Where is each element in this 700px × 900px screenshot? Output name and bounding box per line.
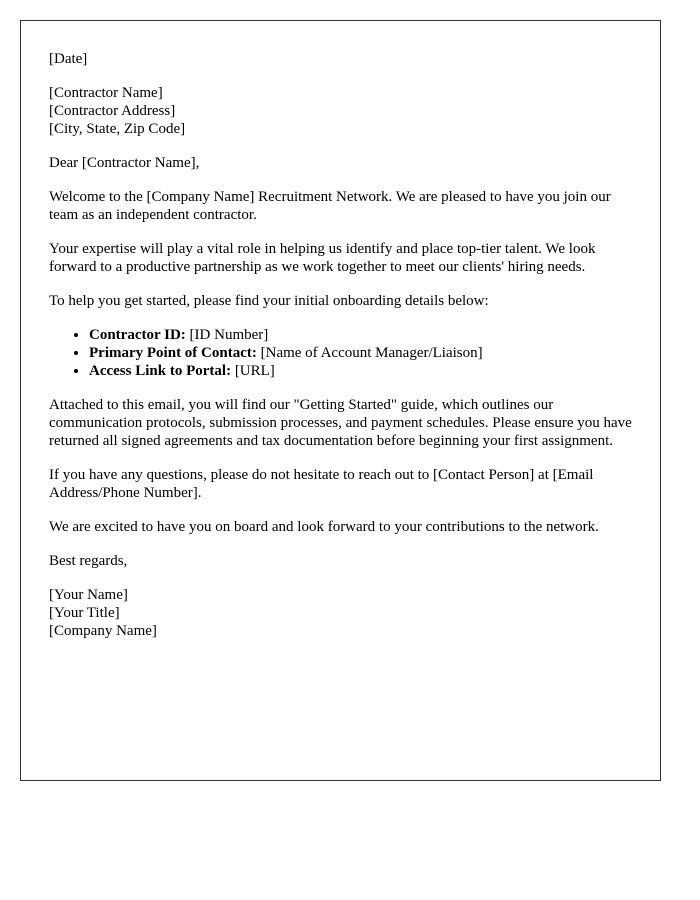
paragraph-attached: Attached to this email, you will find our "Getting Started" guide, which outlines our communication protocols, submission processes, and payment schedules. Please ensure you have returned all signed agreements and tax documentation before beginning your first assignment. — [49, 397, 632, 449]
paragraph-expertise: Your expertise will play a vital role in helping us identify and place top-tier talent. We look forward to a productive partnership as we work together to meet our clients' hiring needs. — [49, 241, 596, 275]
detail-label: Contractor ID: — [89, 327, 186, 343]
detail-value: [Name of Account Manager/Liaison] — [256, 345, 483, 361]
detail-label: Primary Point of Contact: — [89, 345, 257, 361]
signature-name: [Your Name] — [49, 587, 128, 603]
letter-body — [49, 50, 634, 656]
paragraph-closing: We are excited to have you on board and look forward to your contributions to the network. — [49, 519, 599, 535]
recipient-name: [Contractor Name] — [49, 85, 163, 101]
signature-company: [Company Name] — [49, 623, 157, 639]
detail-contractor-id — [89, 326, 634, 344]
salutation: Dear [Contractor Name], — [49, 155, 200, 171]
detail-point-of-contact — [89, 344, 634, 362]
recipient-address-block — [49, 84, 634, 138]
signature-block — [49, 586, 634, 640]
letter-page — [20, 20, 661, 781]
paragraph-welcome: Welcome to the [Company Name] Recruitment Network. We are pleased to have you join our team as an independent contractor. — [49, 189, 611, 223]
closing: Best regards, — [49, 553, 128, 569]
recipient-address: [Contractor Address] — [49, 103, 176, 119]
letter-date: [Date] — [49, 51, 88, 67]
detail-value: [URL] — [231, 363, 275, 379]
signature-title: [Your Title] — [49, 605, 120, 621]
recipient-city-state-zip: [City, State, Zip Code] — [49, 121, 186, 137]
detail-label: Access Link to Portal: — [89, 363, 232, 379]
paragraph-questions: If you have any questions, please do not hesitate to reach out to [Contact Person] at [Email Address/Phone Number]. — [49, 467, 594, 501]
paragraph-intro-details: To help you get started, please find your initial onboarding details below: — [49, 293, 489, 309]
detail-portal-link — [89, 362, 634, 380]
detail-value: [ID Number] — [185, 327, 269, 343]
onboarding-details-list — [49, 326, 634, 380]
